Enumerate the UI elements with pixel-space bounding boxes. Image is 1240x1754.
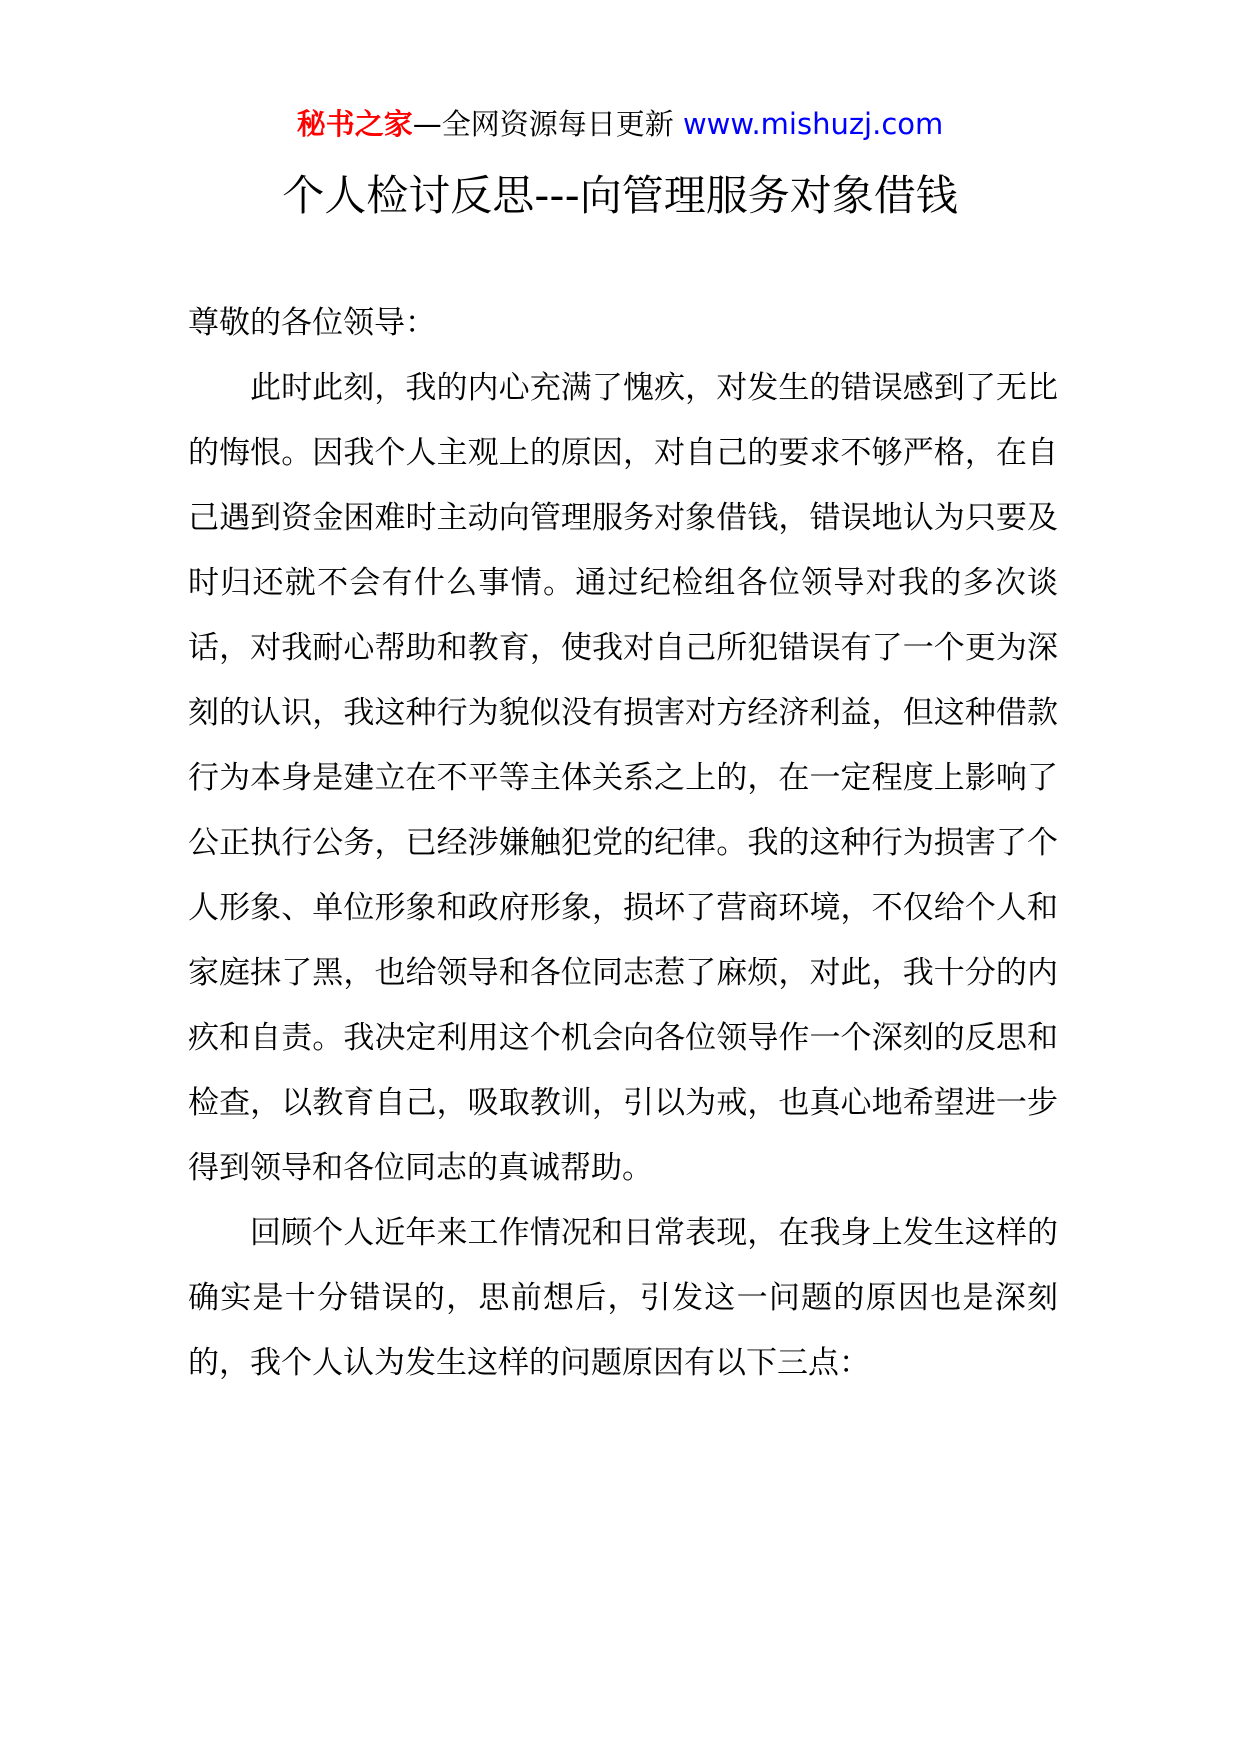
document-title: 个人检讨反思---向管理服务对象借钱 xyxy=(282,171,958,220)
site-url-link[interactable]: www.mishuzj.com xyxy=(682,107,944,141)
document-body xyxy=(188,291,1058,1396)
salutation: 尊敬的各位领导： xyxy=(188,305,436,341)
site-header xyxy=(0,104,1240,144)
body-paragraph-1: 此时此刻，我的内心充满了愧疚，对发生的错误感到了无比的悔恨。因我个人主观上的原因，对自己的要求不够严格，在自己遇到资金困难时主动向管理服务对象借钱，错误地认为只要及时归还就不会有什么事情。通过纪检组各位领导对我的多次谈话，对我耐心帮助和教育，使我对自己所犯错误有了一个更为深刻的认识，我这种行为貌似没有损害对方经济利益，但这种借款行为本身是建立在不平等主体关系之上的，在一定程度上影响了公正执行公务，已经涉嫌触犯党的纪律。我的这种行为损害了个人形象、单位形象和政府形象，损坏了营商环境，不仅给个人和家庭抹了黑，也给领导和各位同志惹了麻烦，对此，我十分的内疚和自责。我决定利用这个机会向各位领导作一个深刻的反思和检查，以教育自己，吸取教训，引以为戒，也真心地希望进一步得到领导和各位同志的真诚帮助。 xyxy=(188,370,1058,1186)
site-tagline: —全网资源每日更新 xyxy=(412,107,683,141)
body-paragraph-2: 回顾个人近年来工作情况和日常表现，在我身上发生这样的确实是十分错误的，思前想后，引发这一问题的原因也是深刻的，我个人认为发生这样的问题原因有以下三点： xyxy=(188,1215,1058,1381)
brand-name: 秘书之家 xyxy=(296,107,413,141)
